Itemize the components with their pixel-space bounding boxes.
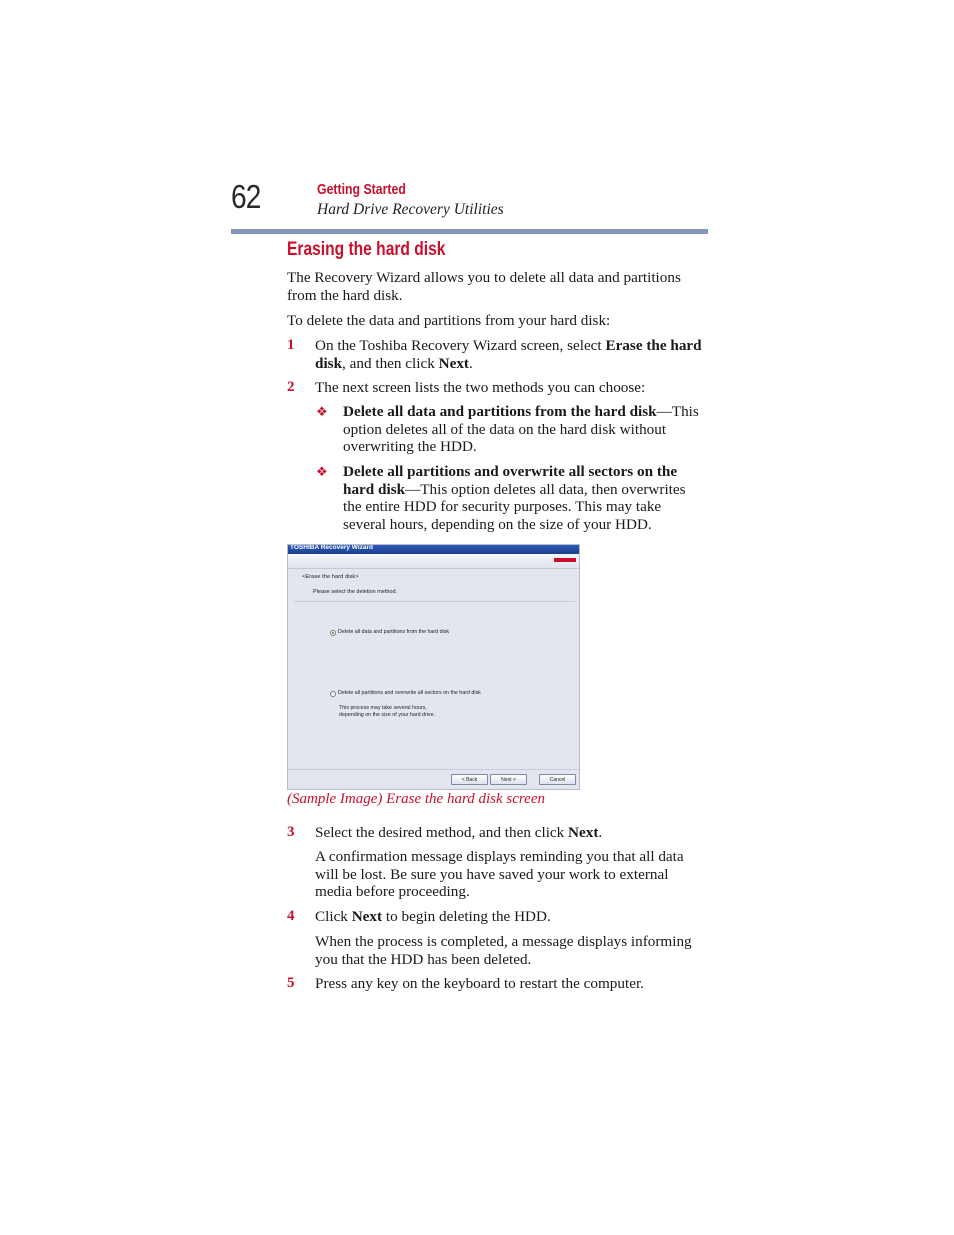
wizard-instruction: Please select the deletion method.: [313, 589, 398, 595]
step-text: Click: [315, 908, 352, 925]
subchapter-title: Hard Drive Recovery Utilities: [317, 201, 504, 218]
chapter-title: Getting Started: [317, 181, 406, 198]
step-number: 1: [287, 337, 295, 353]
toshiba-logo: [554, 558, 576, 562]
wizard-banner: [288, 554, 579, 569]
option-1-radio[interactable]: [330, 630, 336, 636]
page-number: 62: [231, 178, 261, 215]
divider: [288, 769, 579, 770]
step-bold: Next: [438, 354, 469, 372]
step-text: , and then click: [342, 354, 439, 372]
lead-in-paragraph: To delete the data and partitions from your hard disk:: [287, 312, 611, 329]
step-3-note: A confirmation message displays reminding you that all data will be lost. Be sure you have saved your work to external media before proceeding.: [315, 848, 684, 900]
step-5-text: Press any key on the keyboard to restart the computer.: [315, 975, 644, 992]
wizard-window-title: TOSHIBA Recovery Wizard: [290, 544, 374, 551]
step-number: 5: [287, 975, 295, 991]
step-text: .: [598, 824, 603, 841]
step-text: .: [468, 354, 473, 372]
step-bold: Next: [351, 908, 383, 925]
step-number: 4: [287, 908, 295, 924]
step-bold: Next: [568, 824, 599, 841]
back-button[interactable]: < Back: [451, 774, 488, 785]
step-1-text: [315, 337, 707, 372]
bullet-text: —This option deletes all of the data on the hard disk without overwriting the HDD.: [343, 403, 699, 455]
bullet-bold: Delete all partitions and overwrite all sectors on the hard disk: [343, 463, 678, 498]
bullet-text: —This option deletes all data, then overwrites the entire HDD for security purposes. This may take several hours, depending on the size of your HDD.: [343, 480, 686, 533]
section-title: Erasing the hard disk: [287, 239, 446, 260]
header-rule: [231, 229, 708, 234]
step-4-text: [315, 908, 707, 926]
bullet-icon: ❖: [316, 464, 328, 479]
wizard-heading: <Erase the hard disk>: [302, 574, 359, 580]
step-number: 3: [287, 824, 295, 840]
option-1-label: Delete all data and partitions from the hard disk: [338, 629, 450, 635]
bullet-bold: Delete all data and partitions from the hard disk: [343, 403, 657, 420]
step-text: Select the desired method, and then click: [315, 824, 569, 841]
step-4-note: When the process is completed, a message displays informing you that the HDD has been deleted.: [315, 933, 692, 968]
step-2-text: The next screen lists the two methods you can choose:: [315, 379, 646, 396]
option-2-radio[interactable]: [330, 691, 336, 697]
recovery-wizard-screenshot: [287, 544, 580, 790]
figure-caption: (Sample Image) Erase the hard disk screen: [287, 791, 545, 807]
wizard-title-bar: [288, 545, 579, 554]
next-button[interactable]: Next >: [490, 774, 527, 785]
bullet-icon: ❖: [316, 404, 328, 419]
step-3-text: [315, 824, 707, 842]
option-2-note: This process may take several hours,: [339, 705, 427, 711]
option-2-label: Delete all partitions and overwrite all sectors on the hard disk: [338, 690, 481, 696]
divider: [294, 601, 575, 602]
bullet-2-text: [343, 463, 705, 533]
step-text: to begin deleting the HDD.: [382, 908, 551, 925]
step-number: 2: [287, 379, 295, 395]
option-2-note: depending on the size of your hard drive.: [339, 712, 435, 718]
step-text: On the Toshiba Recovery Wizard screen, select: [315, 337, 606, 354]
bullet-1-text: [343, 403, 709, 456]
cancel-button[interactable]: Cancel: [539, 774, 576, 785]
step-bold: Erase the hard disk: [315, 337, 702, 372]
intro-paragraph: The Recovery Wizard allows you to delete all data and partitions from the hard disk.: [287, 269, 681, 304]
